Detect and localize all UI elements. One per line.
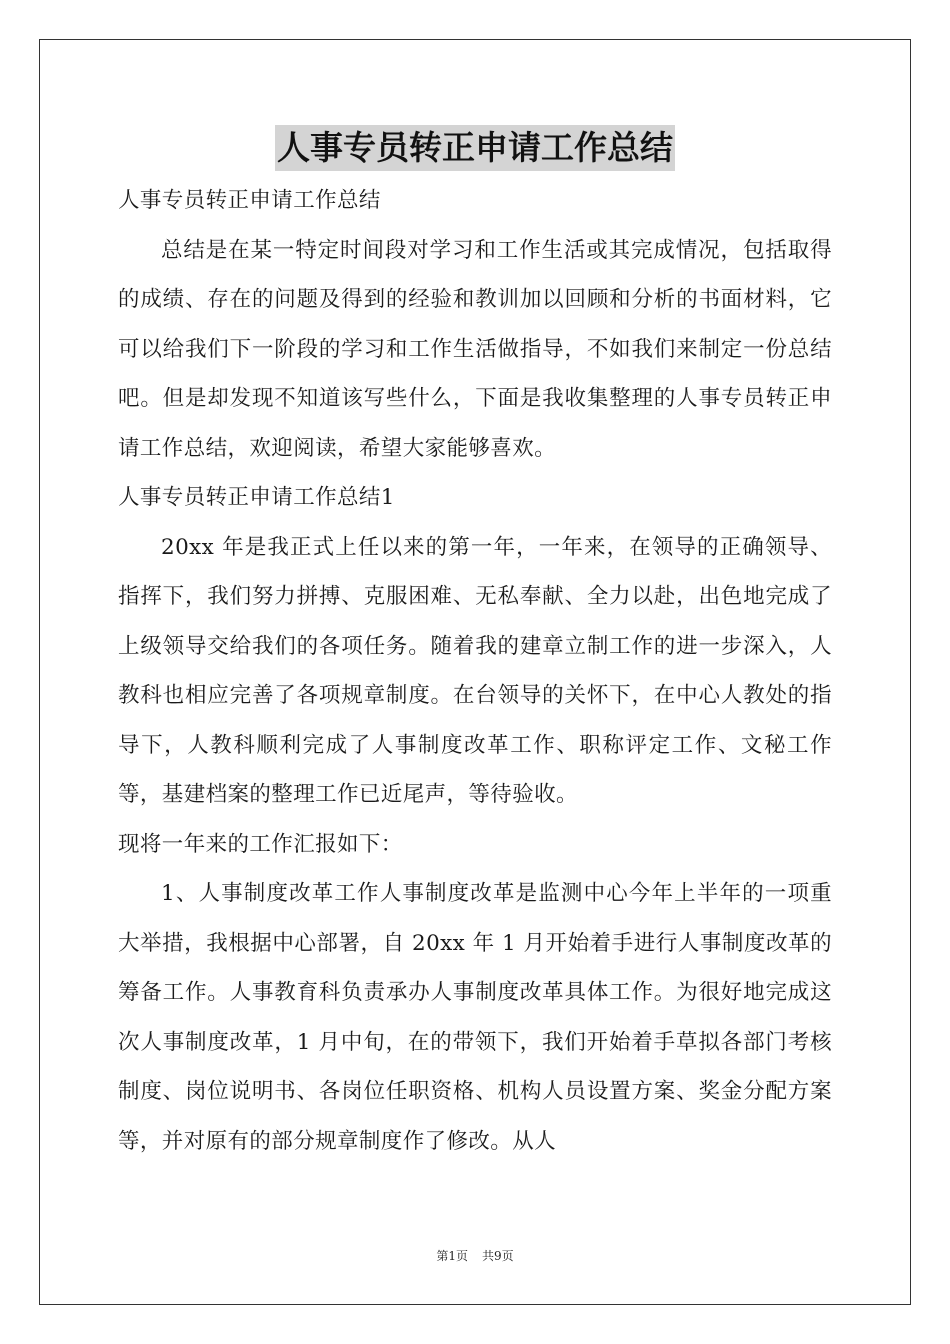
document-body [118, 176, 832, 1166]
item-1-paragraph: 1、人事制度改革工作人事制度改革是监测中心今年上半年的一项重大举措，我根据中心部署，自 20xx 年 1 月开始着手进行人事制度改革的筹备工作。人事教育科负责承办人事制度改革具体工作。为很好地完成这次人事制度改革，1 月中旬，在的带领下，我们开始着手草拟各部门考核制度、岗位说明书、各岗位任职资格、机构人员设置方案、奖金分配方案等，并对原有的部分规章制度作了修改。从人 [118, 881, 832, 1154]
report-lead-line: 现将一年来的工作汇报如下： [118, 831, 403, 857]
subtitle-heading: 人事专员转正申请工作总结 [118, 188, 381, 213]
page-footer [0, 1247, 950, 1264]
document-title: 人事专员转正申请工作总结 [275, 125, 675, 171]
title-container [0, 125, 950, 171]
page-number: 第1页 [436, 1249, 468, 1263]
section-1-paragraph: 20xx 年是我正式上任以来的第一年，一年来，在领导的正确领导、指挥下，我们努力拼搏、克服困难、无私奉献、全力以赴，出色地完成了上级领导交给我们的各项任务。随着我的建章立制工作的进一步深入，人教科也相应完善了各项规章制度。在台领导的关怀下，在中心人教处的指导下，人教科顺利完成了人事制度改革工作、职称评定工作、文秘工作等，基建档案的整理工作已近尾声，等待验收。 [118, 534, 832, 807]
intro-paragraph: 总结是在某一特定时间段对学习和工作生活或其完成情况，包括取得的成绩、存在的问题及得到的经验和教训加以回顾和分析的书面材料，它可以给我们下一阶段的学习和工作生活做指导，不如我们来制定一份总结吧。但是却发现不知道该写些什么，下面是我收集整理的人事专员转正申请工作总结，欢迎阅读，希望大家能够喜欢。 [118, 237, 832, 461]
section-heading-1: 人事专员转正申请工作总结1 [118, 485, 395, 510]
page-total: 共9页 [482, 1249, 514, 1263]
